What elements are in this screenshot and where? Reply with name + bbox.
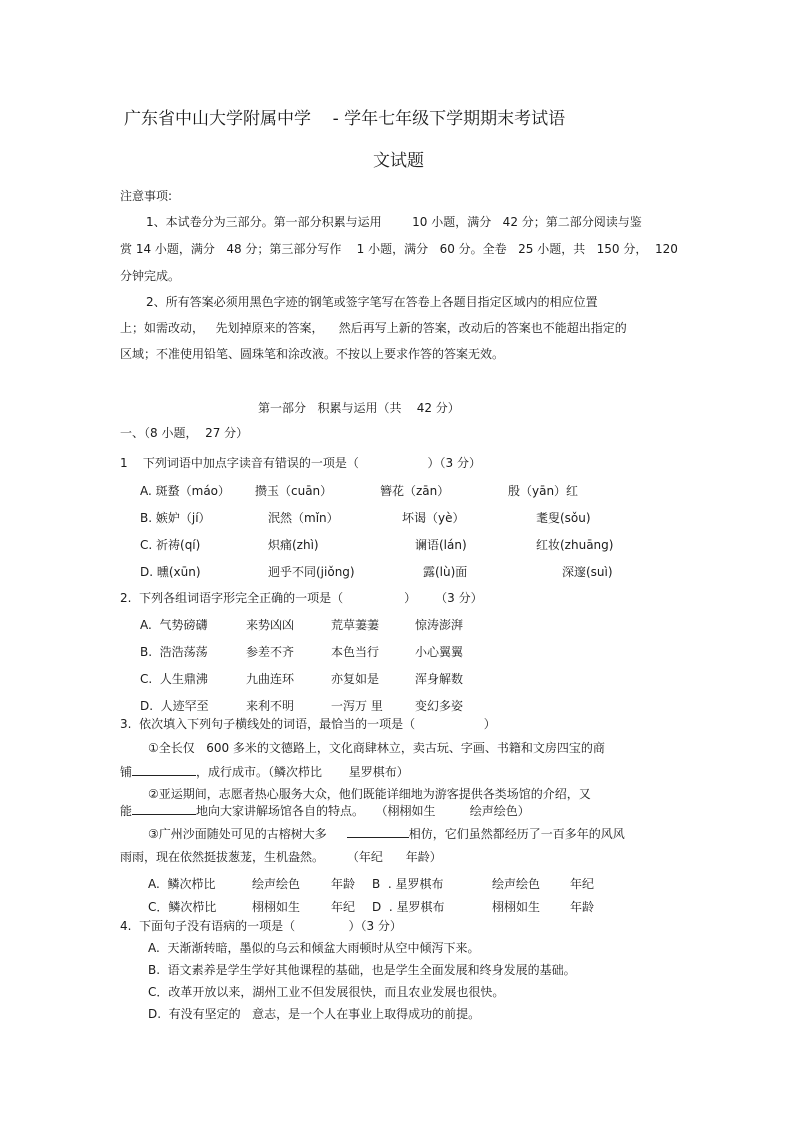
- q3-sentence1-tail: ，成行成市。（鳞次栉比 星罗棋布）: [196, 765, 409, 779]
- q3-sentence2-tail: 地向大家讲解场馆各自的特点。 （栩栩如生 绘声绘色）: [196, 804, 530, 818]
- q3-c-2: 栩栩如生: [252, 900, 301, 914]
- q1-a-3: 簪花（zān）: [380, 484, 450, 498]
- q3-sentence2-line2: [120, 802, 530, 819]
- q2-b-1: B. 浩浩荡荡: [140, 645, 208, 659]
- q2-c-1: C. 人生鼎沸: [140, 672, 208, 686]
- q2-d-3: 一泻万 里: [331, 699, 383, 713]
- q3-sentence1-line2: [120, 763, 409, 780]
- q3-d-3: 年龄: [570, 900, 595, 914]
- q1-c-4: 红妆(zhuāng): [536, 538, 614, 552]
- notice-heading: 注意事项:: [120, 189, 173, 203]
- q2-b-4: 小心翼翼: [415, 645, 464, 659]
- exam-title-line1: 广东省中山大学附属中学 - 学年七年级下学期期末考试语: [124, 109, 566, 129]
- notice-item1-line3: 分钟完成。: [120, 269, 181, 283]
- section1-heading: 一、（8 小题， 27 分）: [120, 426, 249, 440]
- q2-b-3: 本色当行: [331, 645, 380, 659]
- exam-title-line2: 文试题: [373, 151, 424, 171]
- q2-b-2: 参差不齐: [246, 645, 295, 659]
- q4-stem: 4. 下面句子没有语病的一项是（ ）（3 分）: [120, 919, 402, 933]
- q1-c-1: C. 祈祷(qí): [140, 538, 201, 552]
- q2-a-4: 惊涛澎湃: [415, 618, 464, 632]
- q2-c-3: 亦复如是: [331, 672, 380, 686]
- q1-d-2: 迥乎不同(jiǒng): [268, 565, 355, 579]
- q3-sentence2-lead: 能: [120, 804, 133, 818]
- q3-sentence1-line1: ①全长仅 600 多米的文德路上，文化商肆林立，卖古玩、字画、书籍和文房四宝的商: [148, 741, 605, 755]
- q1-d-3: 露(lù)面: [423, 565, 468, 579]
- q2-c-4: 浑身解数: [415, 672, 464, 686]
- q4-option-a: A. 天渐渐转暗，墨似的乌云和倾盆大雨顿时从空中倾泻下来。: [148, 941, 480, 955]
- q3-sentence3-tail: 相仿，它们虽然都经历了一百多年的风风: [408, 827, 625, 841]
- q3-b-3: 年纪: [570, 877, 595, 891]
- part1-heading: 第一部分 积累与运用（共 42 分）: [258, 401, 460, 415]
- q1-b-4: 耄叟(sǒu): [536, 511, 591, 525]
- q1-b-3: 坏谒（yè）: [402, 511, 465, 525]
- q3-sentence3-lead: ③广州沙面随处可见的古榕树大多: [148, 827, 327, 841]
- notice-item1-line1: 1、本试卷分为三部分。第一部分积累与运用 10 小题，满分 42 分；第二部分阅读与鉴: [146, 215, 642, 229]
- q2-a-2: 来势凶凶: [246, 618, 295, 632]
- q3-sentence1-lead: 铺: [120, 765, 133, 779]
- q1-d-1: D. 曛(xūn): [140, 565, 201, 579]
- q3-sentence3-line1: [148, 825, 625, 842]
- q2-c-2: 九曲连环: [246, 672, 295, 686]
- q1-c-2: 炽痛(zhì): [268, 538, 319, 552]
- notice-item2-line3: 区域；不准使用铅笔、圆珠笔和涂改液。不按以上要求作答的答案无效。: [120, 347, 505, 361]
- notice-item2-line1: 2、所有答案必须用黑色字迹的钢笔或签字笔写在答卷上各题目指定区域内的相应位置: [146, 295, 598, 309]
- q1-b-2: 泯然（mǐn）: [268, 511, 339, 525]
- q3-blank-2[interactable]: [132, 802, 196, 815]
- q3-c-3: 年纪: [331, 900, 356, 914]
- q2-a-1: A. 气势磅礴: [140, 618, 208, 632]
- q1-a-2: 攒玉（cuān）: [255, 484, 333, 498]
- q3-blank-1[interactable]: [132, 763, 196, 776]
- q1-a-4: 殷（yān）红: [508, 484, 579, 498]
- q3-stem: 3. 依次填入下列句子横线处的词语，最恰当的一项是（ ）: [120, 717, 496, 731]
- q3-a-1: A. 鳞次栉比: [148, 877, 216, 891]
- q1-c-3: 谰语(lán): [415, 538, 467, 552]
- q3-c-1: C．鳞次栉比: [148, 900, 217, 914]
- q1-d-4: 深邃(suì): [562, 565, 613, 579]
- q1-stem: 1 下列词语中加点字读音有错误的一项是（ ）（3 分）: [120, 456, 482, 470]
- q2-stem: 2. 下列各组词语字形完全正确的一项是（ ） （3 分）: [120, 591, 483, 605]
- q4-option-c: C．改革开放以来，湖州工业不但发展很快，而且农业发展也很快。: [148, 985, 505, 999]
- notice-item2-line2: 上；如需改动， 先划掉原来的答案， 然后再写上新的答案，改动后的答案也不能超出指定的: [120, 321, 627, 335]
- q2-d-4: 变幻多姿: [415, 699, 464, 713]
- q3-b-2: 绘声绘色: [492, 877, 541, 891]
- q3-sentence2-line1: ②亚运期间，志愿者热心服务大众，他们既能详细地为游客提供各类场馆的介绍，又: [148, 787, 591, 801]
- q2-a-3: 荒草萋萋: [331, 618, 380, 632]
- q2-d-1: D. 人迹罕至: [140, 699, 209, 713]
- q3-sentence3-line2: 雨雨，现在依然挺拔葱茏，生机盎然。 （年纪 年龄）: [120, 850, 442, 864]
- q4-option-d: D. 有没有坚定的 意志，是一个人在事业上取得成功的前提。: [148, 1007, 481, 1021]
- q3-a-3: 年龄: [331, 877, 356, 891]
- q3-b-1: B . 星罗棋布: [372, 877, 444, 891]
- q3-a-2: 绘声绘色: [252, 877, 301, 891]
- q3-d-1: D . 星罗棋布: [372, 900, 445, 914]
- notice-item1-line2: 赏 14 小题，满分 48 分；第三部分写作 1 小题，满分 60 分。全卷 25 小题，共 150 分， 120: [120, 242, 678, 256]
- q3-blank-3[interactable]: [347, 825, 409, 838]
- q1-b-1: B. 嫉妒（jí）: [140, 511, 211, 525]
- q2-d-2: 来利不明: [246, 699, 295, 713]
- q3-d-2: 栩栩如生: [492, 900, 541, 914]
- q4-option-b: B. 语文素养是学生学好其他课程的基础，也是学生全面发展和终身发展的基础。: [148, 963, 576, 977]
- q1-a-1: A. 斑蝥（máo）: [140, 484, 231, 498]
